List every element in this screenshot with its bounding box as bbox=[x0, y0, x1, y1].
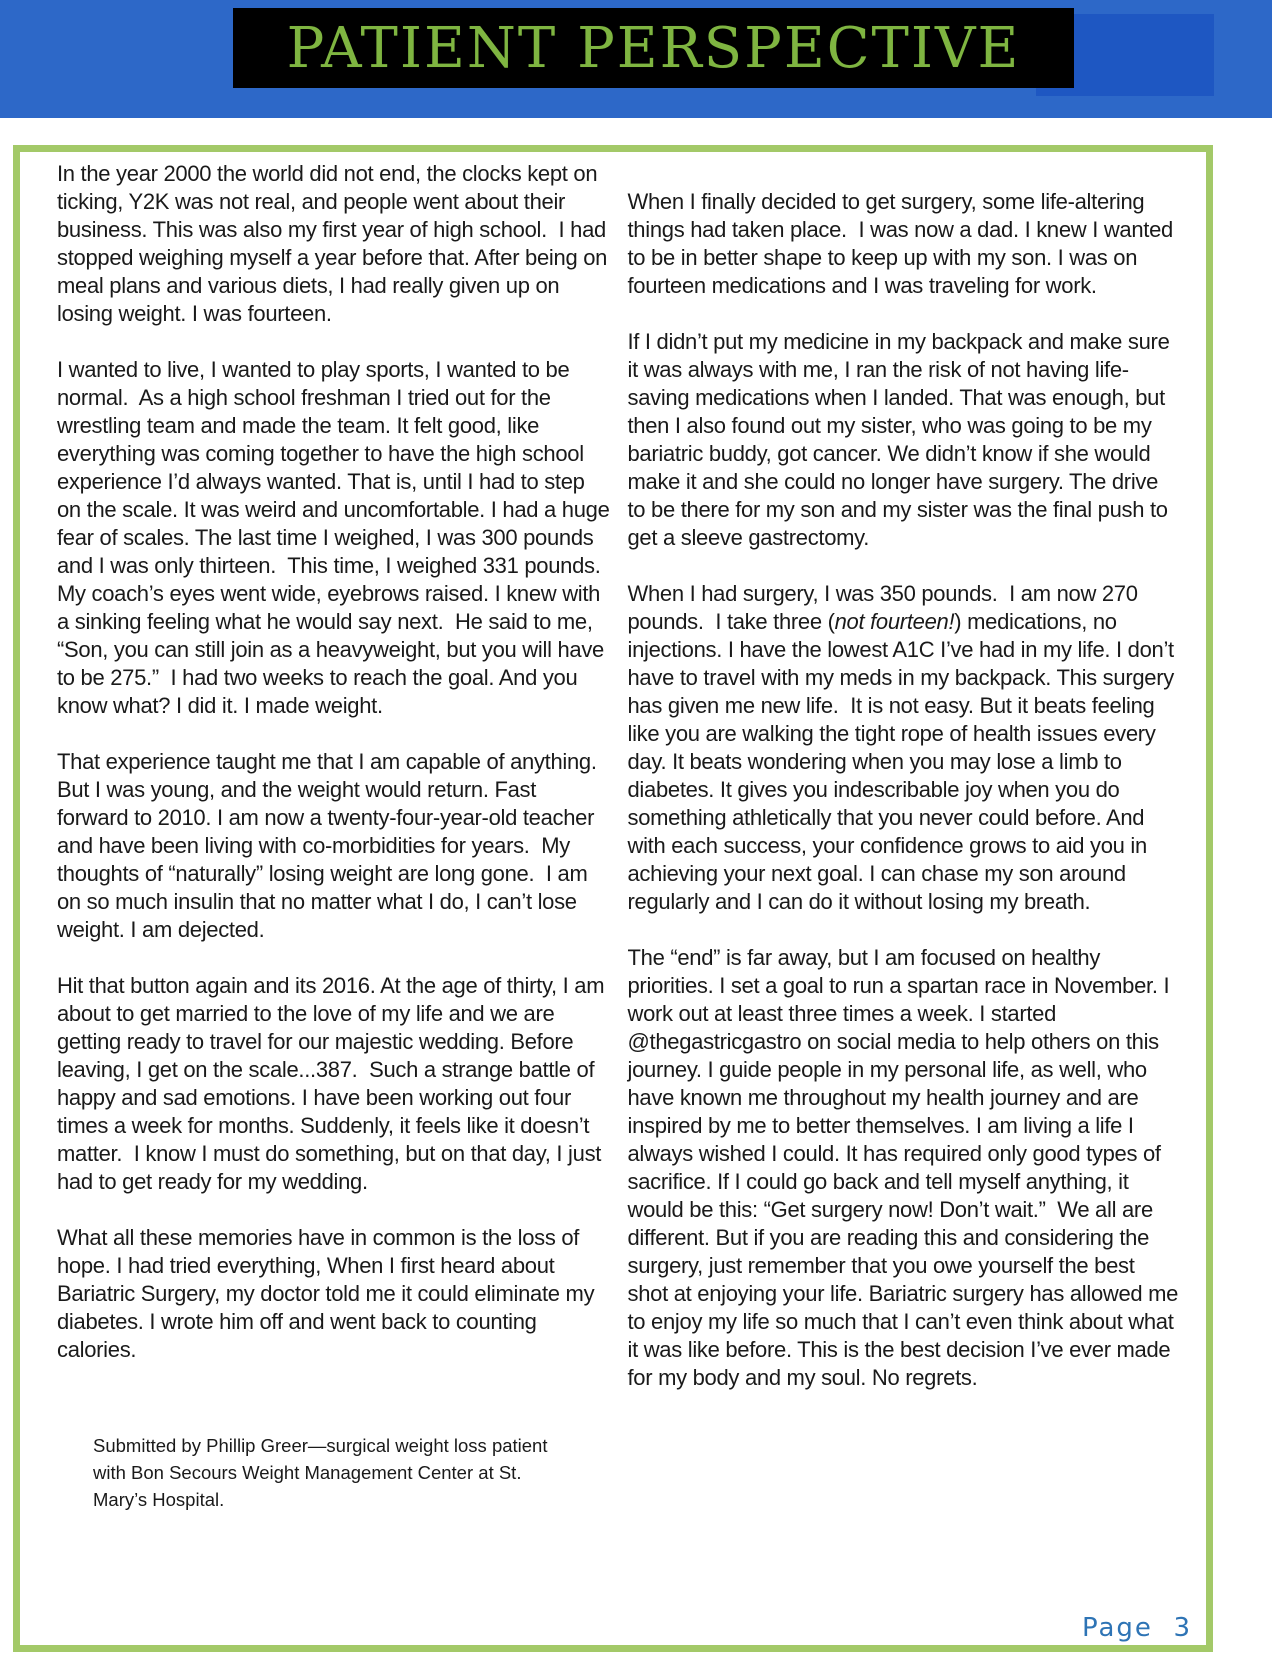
paragraph: Hit that button again and its 2016. At the age of thirty, I am about to get married to the love of my life and we are getting ready to travel for our majestic wedding. Before leaving, I get on the scale...387. Such a strange battle of happy and sad emotions. I have been working out four times a week for months. Suddenly, it feels like it doesn’t matter. I know I must do something, but on that day, I just had to get ready for my wedding. bbox=[57, 973, 611, 1194]
paragraph: The “end” is far away, but I am focused on healthy priorities. I set a goal to run a spartan race in November. I work out at least three times a week. I started @thegastricgastro on social media to help others on this journey. I guide people in my personal life, as well, who have known me throughout my health journey and are inspired by me to better themselves. I am living a life I always wished I could. It has required only good types of sacrifice. If I could go back and tell myself anything, it would be this: “Get surgery now! Don’t wait.” We all are different. But if you are reading this and considering the surgery, just remember that you owe yourself the best shot at enjoying your life. Bariatric surgery has allowed me to enjoy my life so much that I can’t even think about what it was like before. This is the best decision I’ve ever made for my body and my soul. No regrets. bbox=[627, 945, 1184, 1390]
title-box bbox=[233, 8, 1074, 88]
paragraph: In the year 2000 the world did not end, the clocks kept on ticking, Y2K was not real, and people went about their business. This was also my first year of high school. I had stopped weighing myself a year before that. After being on meal plans and various diets, I had really given up on losing weight. I was fourteen. bbox=[57, 161, 613, 326]
paragraph: If I didn’t put my medicine in my backpack and make sure it was always with me, I ran the risk of not having life-saving medications when I landed. That was enough, but then I also found out my sister, who was going to be my bariatric buddy, got cancer. We didn’t know if she would make it and she could no longer have surgery. The drive to be there for my son and my sister was the final push to get a sleeve gastrectomy. bbox=[627, 329, 1176, 550]
paragraph-run: When I had surgery, I was 350 pounds. I am now 270 pounds. I take three ( bbox=[627, 581, 1144, 634]
paragraph: I wanted to live, I wanted to play sports, I wanted to be normal. As a high school freshman I tried out for the wrestling team and made the team. It felt good, like everything was coming together to have the high school experience I’d always wanted. That is, until I had to step on the scale. It was weird and uncomfortable. I had a huge fear of scales. The last time I weighed, I was 300 pounds and I was only thirteen. This time, I weighed 331 pounds. My coach’s eyes went wide, eyebrows raised. I knew with a sinking feeling what he would say next. He said to me, “Son, you can still join as a heavyweight, but you will have to be 275.” I had two weeks to reach the goal. And you know what? I did it. I made weight. bbox=[57, 357, 616, 718]
right-column bbox=[627, 160, 1184, 1513]
paragraph: When I finally decided to get surgery, some life-altering things had taken place. I was now a dad. I knew I wanted to be in better shape to keep up with my son. I was on fourteen medications and I was traveling for work. bbox=[627, 189, 1179, 298]
page-number: Page 3 bbox=[1081, 1613, 1192, 1643]
paragraph bbox=[628, 580, 1181, 916]
attribution-note: Submitted by Phillip Greer—surgical weight loss patient with Bon Secours Weight Management Center at St. Mary’s Hospital. bbox=[93, 1435, 553, 1510]
paragraph-run-italic: not fourteen! bbox=[834, 609, 955, 634]
paragraph-run: ) medications, no injections. I have the lowest A1C I’ve had in my life. I don’t have to travel with my meds in my backpack. This surgery has given me new life. It is not easy. But it beats feeling like you are walking the tight rope of health issues every day. It beats wondering when you may lose a limb to diabetes. It gives you indescribable joy when you do something athletically that you never could before. And with each success, your confidence grows to aid you in achieving your next goal. I can chase my son around regularly and I can do it without losing my breath. bbox=[627, 609, 1180, 914]
page-title: PATIENT PERSPECTIVE bbox=[286, 15, 1021, 81]
header-banner bbox=[0, 0, 1272, 118]
article-frame bbox=[13, 145, 1213, 1652]
article-columns bbox=[20, 152, 1206, 1513]
left-column bbox=[57, 160, 616, 1513]
paragraph: That experience taught me that I am capable of anything. But I was young, and the weight would return. Fast forward to 2010. I am now a twenty-four-year-old teacher and have been living with co-morbidities for years. My thoughts of “naturally” losing weight are long gone. I am on so much insulin that no matter what I do, I can’t lose weight. I am dejected. bbox=[57, 749, 603, 942]
paragraph: What all these memories have in common is the loss of hope. I had tried everything, When I first heard about Bariatric Surgery, my doctor told me it could eliminate my diabetes. I wrote him off and went back to counting calories. bbox=[57, 1225, 601, 1362]
